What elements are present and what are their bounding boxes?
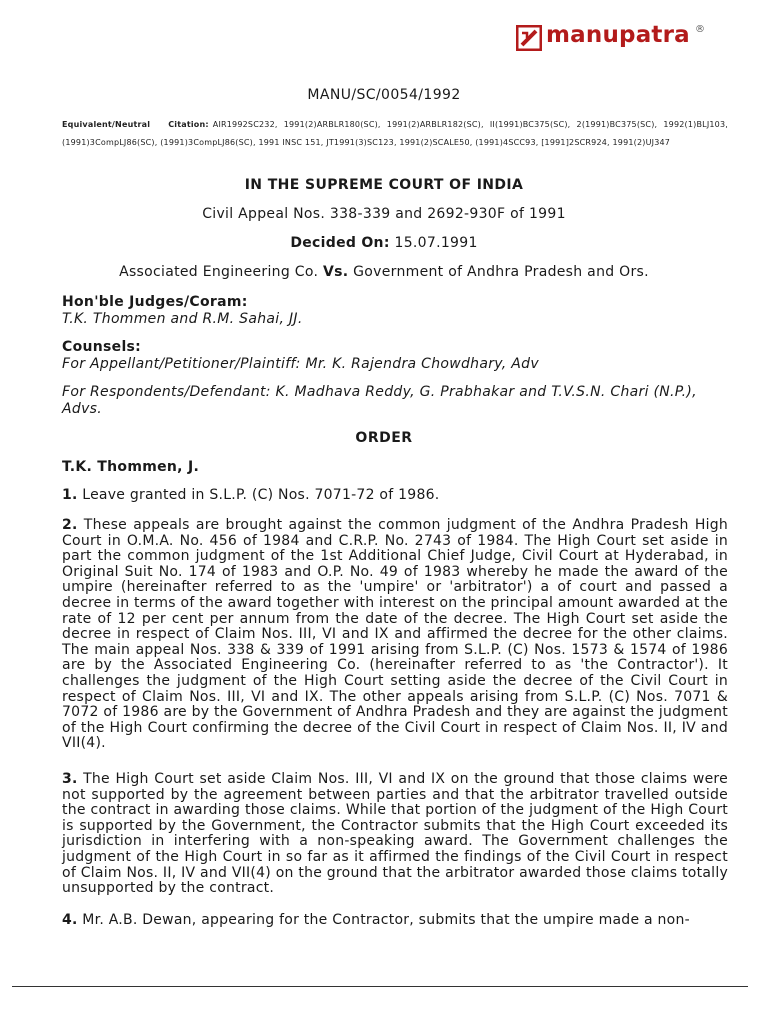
respondent-name: Government of Andhra Pradesh and Ors. xyxy=(353,264,649,280)
paragraph-text: The High Court set aside Claim Nos. III, VI and IX on the ground that those claims were not supported by the agreement between parties and that the arbitrator travelled outside the contract in awarding those claims. While that portion of the judgment of the High Court is supported by the Government, the Contractor submits that the High Court exceeded its jurisdiction in interfering with a non-speaking award. The Government challenges the judgment of the High Court in so far as it affirmed the findings of the Civil Court in respect of Claim Nos. II, IV and VII(4) on the ground that the arbitrator awarded those claims totally unsupported by the contract. xyxy=(62,771,728,897)
paragraph-text: Leave granted in S.L.P. (C) Nos. 7071-72 of 1986. xyxy=(82,487,440,503)
paragraph-number: 2. xyxy=(62,517,78,533)
paragraph-text: Mr. A.B. Dewan, appearing for the Contractor, submits that the umpire made a non- xyxy=(82,912,690,928)
case-parties xyxy=(0,264,768,280)
paragraph-4 xyxy=(62,913,728,929)
civil-appeal-numbers: Civil Appeal Nos. 338-339 and 2692-930F of 1991 xyxy=(202,206,566,222)
manupatra-logo xyxy=(516,22,712,56)
judges-names: T.K. Thommen and R.M. Sahai, JJ. xyxy=(62,311,303,327)
paragraph-text: These appeals are brought against the common judgment of the Andhra Pradesh High Court in O.M.A. No. 456 of 1984 and C.R.P. No. 2743 of 1984. The High Court set aside in part the common judgment of the 1st Additional Chief Judge, Civil Court at Hyderabad, in Original Suit No. 174 of 1983 and O.P. No. 49 of 1983 whereby he made the award of the umpire (hereinafter referred to as the 'umpire' or 'arbitrator') a of court and passed a decree in terms of the award together with interest on the principal amount awarded at the rate of 12 per cent per annum from the date of the decree. The High Court set aside the decree in respect of Claim Nos. III, VI and IX and affirmed the decree for the other claims. The main appeal Nos. 338 & 339 of 1991 arising from S.L.P. (C) Nos. 1573 & 1574 of 1986 are by the Associated Engineering Co. (hereinafter referred to as 'the Contractor'). It challenges the judgment of the High Court setting aside the decree of the Civil Court in respect of Claim Nos. III, VI and IX. The other appeals arising from S.L.P. (C) Nos. 7071 & 7072 of 1986 are by the Government of Andhra Pradesh and they are against the judgment of the High Court confirming the decree of the Civil Court in respect of Claim Nos. II, IV and VII(4). xyxy=(62,517,728,752)
authoring-judge: T.K. Thommen, J. xyxy=(62,459,200,475)
citations-text: AIR1992SC232, 1991(2)ARBLR180(SC), 1991(2)ARBLR182(SC), II(1991)BC375(SC), 2(1991)BC375(SC), 1992(1)BLJ103, (1991)3CompLJ86(SC), (1991)3CompLJ86(SC), 1991 INSC 151, JT1991(3)SC123, 1991(2)SCALE50, (1991)4SCC93, [1991]2SCR924, 1991(2)UJ347 xyxy=(62,120,728,147)
order-heading: ORDER xyxy=(355,430,413,446)
counsels-section xyxy=(62,339,728,373)
decided-label: Decided On: xyxy=(290,235,390,251)
registered-mark: ® xyxy=(695,24,705,35)
paragraph-2 xyxy=(62,518,728,752)
appellant-counsel: For Appellant/Petitioner/Plaintiff: Mr. K. Rajendra Chowdhary, Adv xyxy=(62,356,539,372)
paragraph-number: 1. xyxy=(62,487,78,503)
logo-text: manupatra xyxy=(546,22,690,48)
paragraph-3 xyxy=(62,772,728,897)
citations-label: Equivalent/Neutral xyxy=(62,120,151,129)
respondent-counsel-section xyxy=(62,384,728,418)
equivalent-citations xyxy=(62,116,728,152)
versus-label: Vs. xyxy=(322,264,349,280)
appellant-name: Associated Engineering Co. xyxy=(119,264,319,280)
paragraph-number: 4. xyxy=(62,912,78,928)
paragraph-number: 3. xyxy=(62,771,78,787)
judges-section xyxy=(62,294,728,328)
decided-on xyxy=(0,235,768,251)
decided-date: 15.07.1991 xyxy=(394,235,478,251)
respondent-counsel: For Respondents/Defendant: K. Madhava Reddy, G. Prabhakar and T.V.S.N. Chari (N.P.), Advs. xyxy=(62,384,697,417)
page-divider xyxy=(12,986,748,987)
paragraph-1 xyxy=(62,488,728,504)
manupatra-logo-icon xyxy=(516,25,542,51)
judges-label: Hon'ble Judges/Coram: xyxy=(62,294,248,310)
manu-citation-id: MANU/SC/0054/1992 xyxy=(307,87,461,103)
counsels-label: Counsels: xyxy=(62,339,142,355)
court-name: IN THE SUPREME COURT OF INDIA xyxy=(244,177,524,193)
citations-label-2: Citation: xyxy=(168,120,209,129)
